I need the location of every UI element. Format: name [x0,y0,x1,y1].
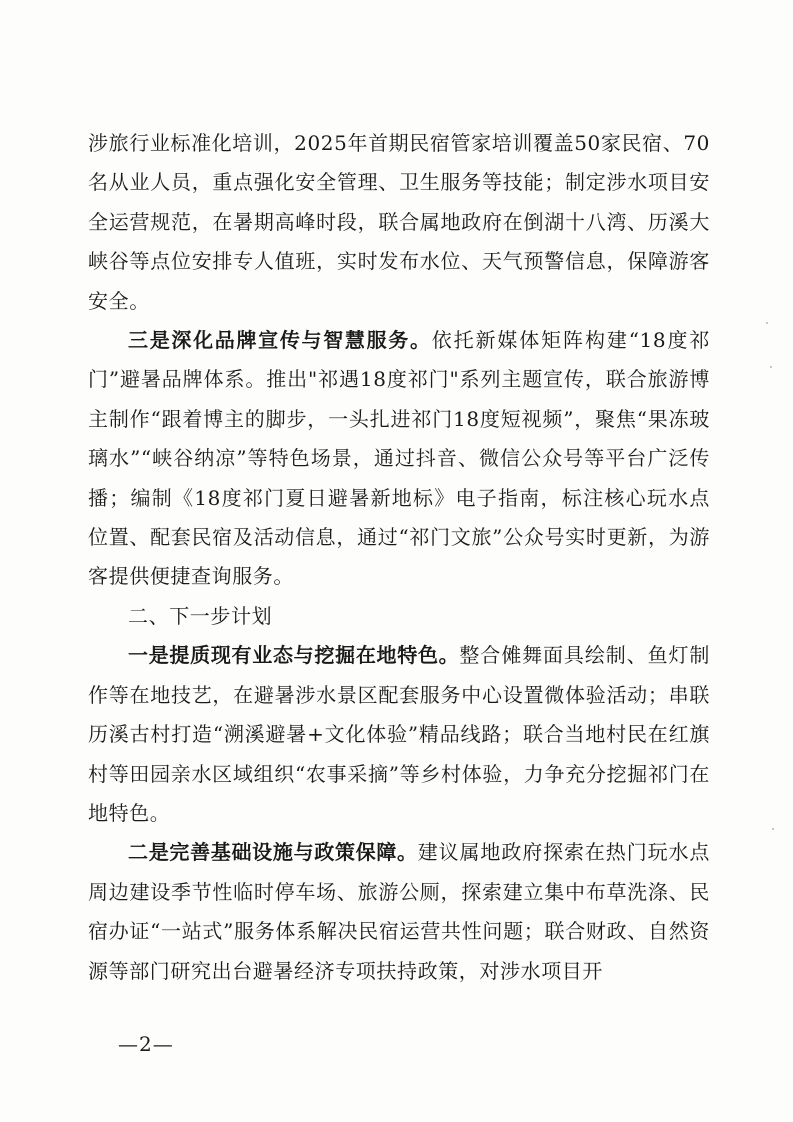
paragraph-text: 依托新媒体矩阵构建“18度祁门”避暑品牌体系。推出"祁遇18度祁门"系列主题宣传，联合旅游博主制作“跟着博主的脚步，一头扎进祁门18度短视频”，聚焦“果冻玻璃水”“峡谷纳凉”等特色场景，通过抖音、微信公众号等平台广泛传播；编制《18度祁门夏日避暑新地标》电子指南，标注核心玩水点位置、配套民宿及活动信息，通过“祁门文旅”公众号实时更新，为游客提供便捷查询服务。 [88,328,710,589]
paragraph-text: 建议属地政府探索在热门玩水点周边建设季节性临时停车场、旅游公厕，探索建立集中布草洗涤、民宿办证“一站式”服务体系解决民宿运营共性问题；联合财政、自然资源等部门研究出台避暑经济专项扶持政策，对涉水项目开 [88,840,710,983]
paragraph-local-features [88,636,710,833]
paragraph-lead: 一是提质现有业态与挖掘在地特色。 [128,643,460,668]
paragraph-text: 整合傩舞面具绘制、鱼灯制作等在地技艺，在避暑涉水景区配套服务中心设置微体验活动；串联历溪古村打造“溯溪避暑+文化体验”精品线路；联合当地村民在红旗村等田园亲水区域组织“农事采摘”等乡村体验，力争充分挖掘祁门在地特色。 [88,643,710,825]
paragraph-infrastructure [88,833,710,991]
document-body [88,124,710,991]
scan-speck [766,322,768,324]
section-heading: 二、下一步计划 [128,603,273,628]
scan-speck [772,828,774,830]
page-number: —2— [118,1032,174,1056]
paragraph-training-safety [88,124,710,321]
scan-speck [770,366,772,368]
paragraph-lead: 二是完善基础设施与政策保障。 [128,840,418,865]
paragraph-lead: 三是深化品牌宣传与智慧服务。 [128,328,432,353]
paragraph-text: 涉旅行业标准化培训，2025年首期民宿管家培训覆盖50家民宿、70名从业人员，重点强化安全管理、卫生服务等技能；制定涉水项目安全运营规范，在暑期高峰时段，联合属地政府在倒湖十八湾、历溪大峡谷等点位安排专人值班，实时发布水位、天气预警信息，保障游客安全。 [88,131,710,313]
paragraph-brand-promotion [88,321,710,597]
